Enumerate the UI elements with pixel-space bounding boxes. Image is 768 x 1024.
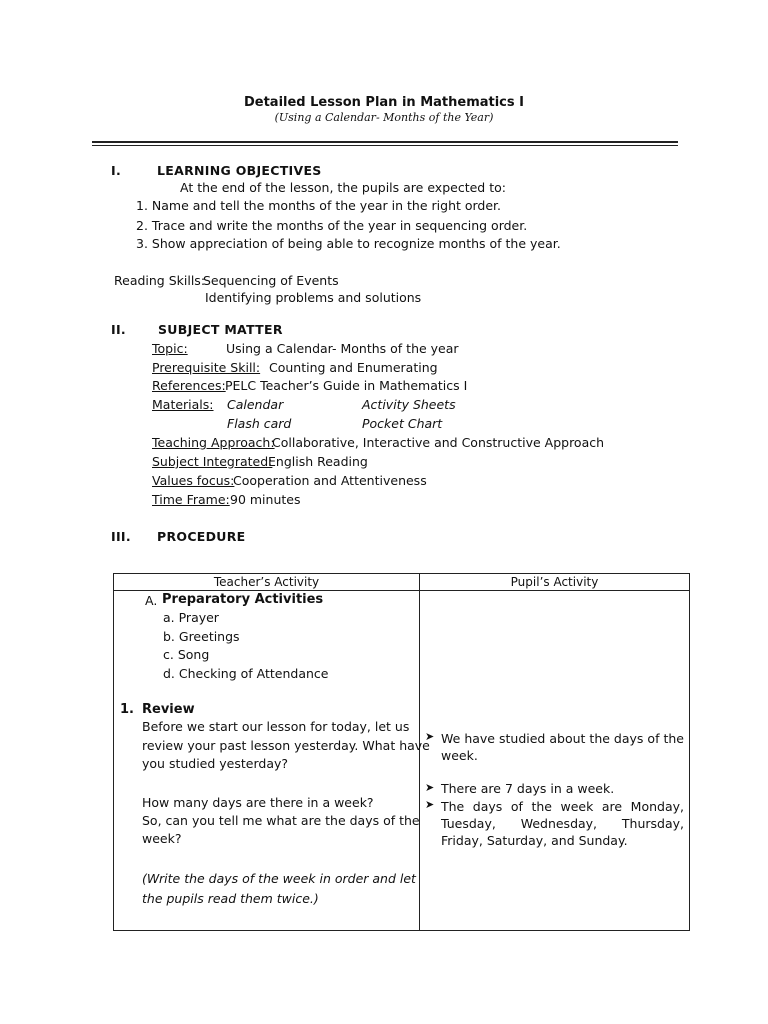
prep-heading: Preparatory Activities: [162, 592, 324, 607]
pupil-answer: The days of the week are Monday, Tuesday, Wednesday, Thursday, Friday, Saturday, and Sunday.: [441, 799, 684, 848]
reading-skill-item: Sequencing of Events: [203, 273, 339, 288]
review-number: 1.: [120, 702, 134, 717]
materials-label: Materials:: [152, 397, 214, 412]
section-heading-objectives: LEARNING OBJECTIVES: [157, 163, 322, 178]
teacher-column-header: Teacher’s Activity: [114, 574, 420, 591]
objectives-intro: At the end of the lesson, the pupils are expected to:: [180, 180, 506, 195]
bullet-arrow-icon: ➤: [425, 798, 435, 811]
header-rule-thin: [92, 145, 678, 146]
procedure-table: [113, 573, 690, 931]
section-numeral-subject: II.: [111, 322, 126, 337]
section-heading-subject: SUBJECT MATTER: [158, 322, 283, 337]
material-item: Pocket Chart: [362, 416, 443, 431]
pupil-answer: There are 7 days in a week.: [441, 781, 615, 796]
review-line: you studied yesterday?: [142, 756, 289, 771]
objective-item: 3. Show appreciation of being able to recognize months of the year.: [136, 236, 561, 251]
bullet-arrow-icon: ➤: [425, 730, 435, 743]
document-title: Detailed Lesson Plan in Mathematics I: [243, 95, 524, 110]
bullet-arrow-icon: ➤: [425, 781, 435, 794]
time-frame-value: 90 minutes: [230, 492, 301, 507]
prep-item: d. Checking of Attendance: [163, 666, 329, 681]
section-numeral-objectives: I.: [111, 163, 121, 178]
integrated-label: Subject Integrated:: [152, 454, 273, 469]
question-line: So, can you tell me what are the days of the: [142, 813, 420, 828]
header-rule-thick: [92, 141, 678, 143]
note-line: (Write the days of the week in order and let: [142, 871, 416, 886]
reading-skills-label: Reading Skills:: [114, 273, 206, 288]
time-frame-label: Time Frame:: [152, 492, 230, 507]
material-item: Calendar: [227, 397, 284, 412]
note-line: the pupils read them twice.): [142, 891, 319, 906]
teacher-activity-cell: [114, 591, 430, 931]
pupil-answer: We have studied about the days of the week.: [441, 731, 684, 763]
review-heading: Review: [142, 702, 195, 717]
objective-item: 1. Name and tell the months of the year in the right order.: [136, 198, 502, 213]
question-line: How many days are there in a week?: [142, 795, 374, 810]
prerequisite-label: Prerequisite Skill:: [152, 360, 261, 375]
prep-item: b. Greetings: [163, 629, 240, 644]
topic-value: Using a Calendar- Months of the year: [226, 341, 459, 356]
section-numeral-procedure: III.: [111, 529, 131, 544]
references-label: References:: [152, 378, 226, 393]
document-subtitle: (Using a Calendar- Months of the Year): [274, 111, 494, 124]
approach-value: Collaborative, Interactive and Constructive Approach: [272, 435, 605, 450]
objective-item: 2. Trace and write the months of the year in sequencing order.: [136, 218, 528, 233]
values-label: Values focus:: [152, 473, 235, 488]
pupil-column-header: Pupil’s Activity: [420, 574, 690, 591]
integrated-value: English Reading: [268, 454, 368, 469]
references-value: PELC Teacher’s Guide in Mathematics I: [225, 378, 468, 393]
pupil-activity-cell: [420, 591, 690, 931]
material-item: Flash card: [227, 416, 292, 431]
approach-label: Teaching Approach:: [152, 435, 275, 450]
reading-skill-item: Identifying problems and solutions: [205, 290, 422, 305]
section-heading-procedure: PROCEDURE: [157, 529, 246, 544]
values-value: Cooperation and Attentiveness: [233, 473, 427, 488]
prep-item: c. Song: [163, 647, 210, 662]
prerequisite-value: Counting and Enumerating: [269, 360, 438, 375]
material-item: Activity Sheets: [362, 397, 456, 412]
prep-letter: A.: [145, 593, 158, 608]
prep-item: a. Prayer: [163, 610, 219, 625]
question-line: week?: [142, 831, 182, 846]
review-line: review your past lesson yesterday. What have: [142, 738, 430, 753]
topic-label: Topic:: [152, 341, 188, 356]
review-line: Before we start our lesson for today, let us: [142, 719, 410, 734]
